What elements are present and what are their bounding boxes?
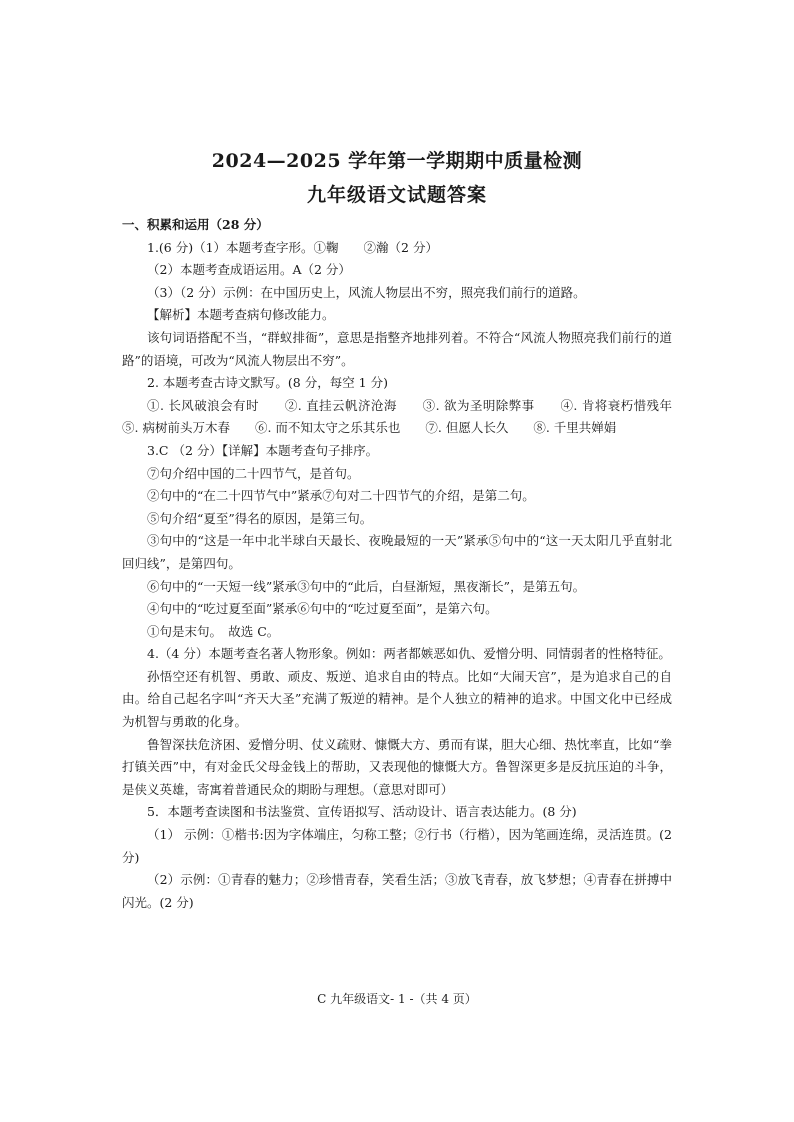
paragraph: 3.C （2 分）【详解】本题考查句子排序。 <box>147 442 379 458</box>
document-title: 2024—2025 学年第一学期期中质量检测 <box>211 150 583 172</box>
paragraph: 孙悟空还有机智、勇敢、顽皮、叛逆、追求自由的特点。比如“大闹天宫”，是为追求自己的自由。给自己起名字叫“齐天大圣”充满了叛逆的精神。是个人独立的精神的追求。中国文化中已经成为机智与勇敢的化身。 <box>122 668 672 730</box>
paragraph: 【解析】本题考查病句修改能力。 <box>147 307 335 323</box>
paragraph: ⑦句介绍中国的二十四节气，是首句。 <box>147 465 360 481</box>
paragraph: 5．本题考查读图和书法鉴赏、宣传语拟写、活动设计、语言表达能力。(8 分) <box>147 804 577 820</box>
paragraph: ①句是末句。 故选 C。 <box>147 623 280 639</box>
paragraph: ①. 长风破浪会有时 ②. 直挂云帆济沧海 ③. 欲为圣明除弊事 ④. 肯将衰朽惜残年 ⑤. 病树前头万木春 ⑥. 而不知太守之乐其乐也 ⑦. 但愿人长久 ⑧. 千里共婵娟 <box>122 397 698 436</box>
document-subtitle: 九年级语文试题答案 <box>306 184 487 206</box>
paragraph: （3）（2 分）示例：在中国历史上，风流人物层出不穷，照亮我们前行的道路。 <box>147 284 586 300</box>
paragraph: ②句中的“在二十四节气中”紧承⑦句对二十四节气的介绍，是第二句。 <box>147 488 535 504</box>
paragraph: （2）示例：①青春的魅力；②珍惜青春，笑看生活；③放飞青春，放飞梦想；④青春在拼搏中闪光。(2 分) <box>122 872 672 910</box>
page-footer: C 九年级语文- 1 -（共 4 页） <box>317 992 477 1006</box>
paragraph: 1.(6 分)（1）本题考查字形。①鞠 ②瀚（2 分） <box>147 239 438 255</box>
paragraph: ④句中的“吃过夏至面”紧承⑥句中的“吃过夏至面”，是第六句。 <box>147 601 498 617</box>
paragraph: 2. 本题考查古诗文默写。(8 分，每空 1 分) <box>147 375 388 391</box>
paragraph: 鲁智深扶危济困、爱憎分明、仗义疏财、慷慨大方、勇而有谋，胆大心细、热忱率直，比如“拳打镇关西”中，有对金氏父母金钱上的帮助，又表现他的慷慨大方。鲁智深更多是反抗压迫的斗争，是侠义英雄，寄寓着普通民众的期盼与理想。（意思对即可） <box>122 736 672 797</box>
paragraph: （2）本题考查成语运用。A（2 分） <box>147 262 351 278</box>
paragraph: 该句词语搭配不当，“群蚁排衙”，意思是指整齐地排列着。不符合“风流人物照亮我们前行的道路”的语境，可改为“风流人物层出不穷”。 <box>122 329 672 368</box>
answer-content <box>122 214 698 914</box>
paragraph: ⑤句介绍“夏至”得名的原因，是第三句。 <box>147 510 373 526</box>
paragraph: ⑥句中的“一天短一线”紧承③句中的“此后，白昼渐短，黑夜渐长”，是第五句。 <box>147 578 586 594</box>
paragraph: ③句中的“这是一年中北半球白天最长、夜晚最短的一天”紧承⑤句中的“这一天太阳几乎直射北回归线”，是第四句。 <box>122 533 672 571</box>
paragraph: 4.（4 分）本题考查名著人物形象。例如：两者都嫉恶如仇、爱憎分明、同情弱者的性格特征。 <box>147 646 671 662</box>
section-heading: 一、积累和运用（28 分） <box>122 217 269 232</box>
paragraph: （1） 示例：①楷书:因为字体端庄，匀称工整；②行书（行楷），因为笔画连绵，灵活连贯。(2 分) <box>122 827 672 865</box>
